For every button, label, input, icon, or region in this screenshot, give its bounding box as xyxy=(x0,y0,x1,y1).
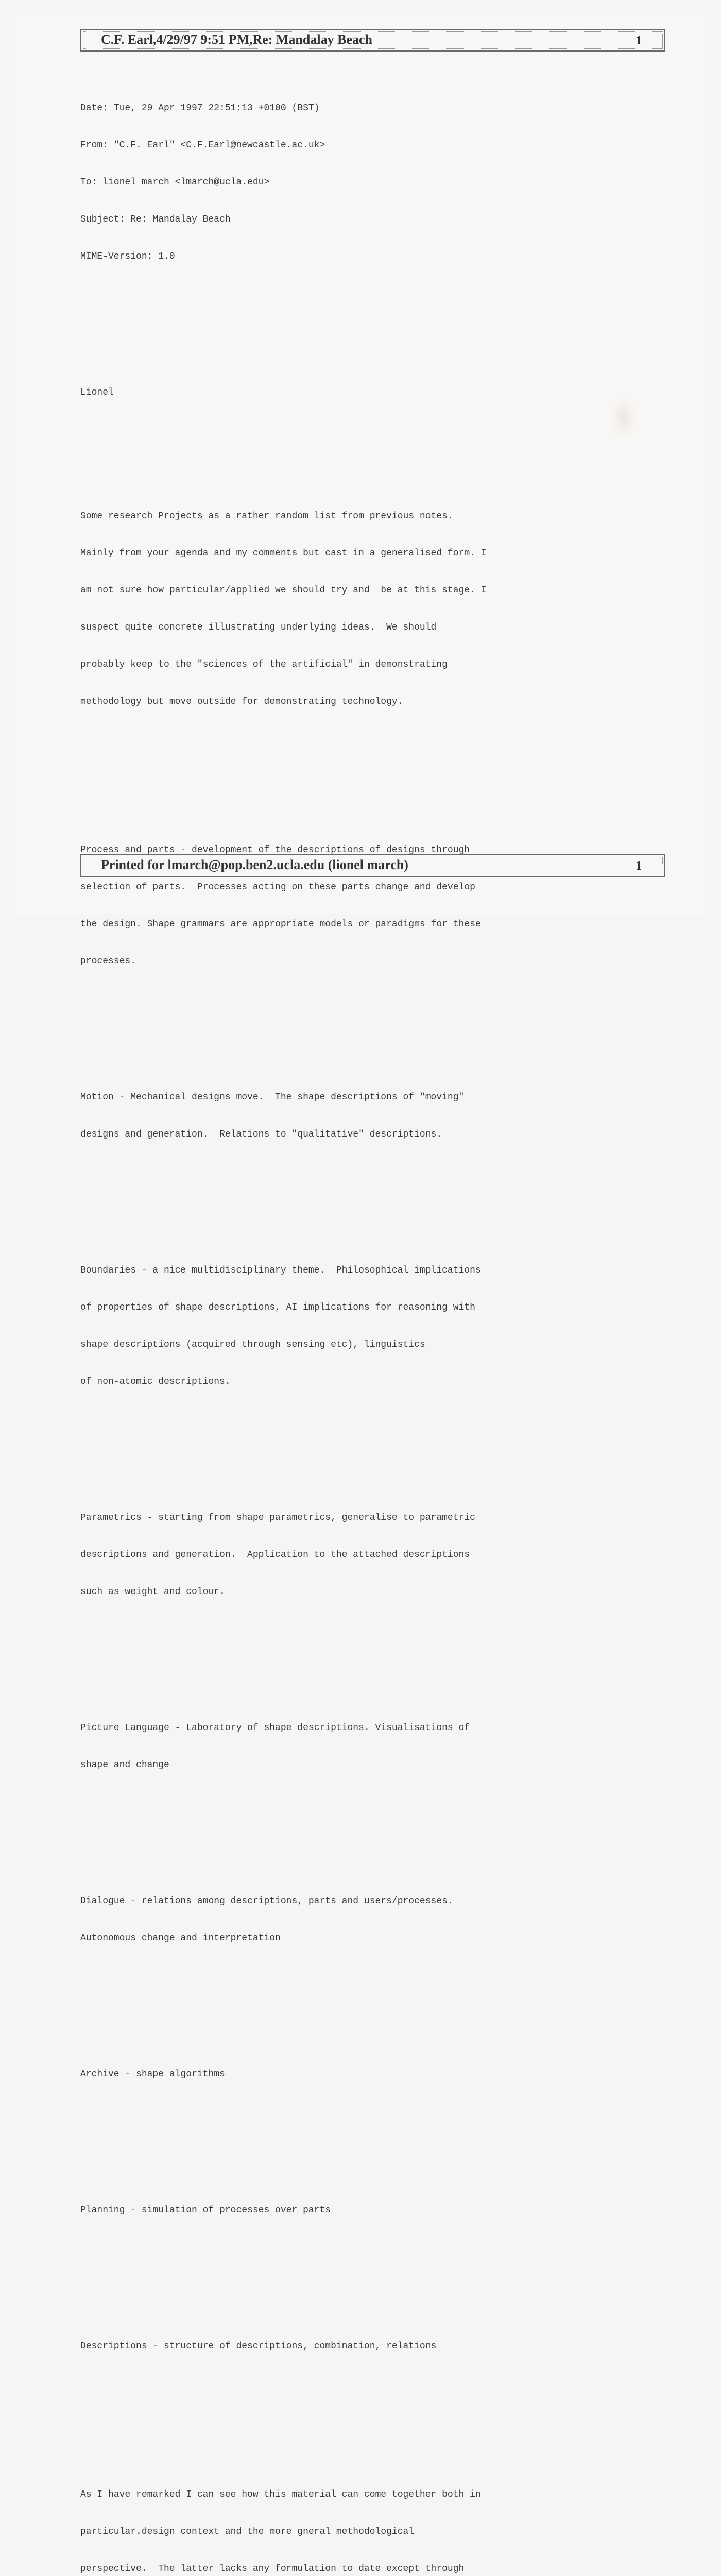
text-line: shape and change xyxy=(80,1760,169,1770)
text-line: Planning - simulation of processes over parts xyxy=(80,2205,331,2215)
text-line: Parametrics - starting from shape parametrics, generalise to parametric xyxy=(80,1513,475,1523)
footer-banner xyxy=(80,854,665,877)
text-line: Descriptions - structure of descriptions, combination, relations xyxy=(80,2341,437,2351)
text-line: such as weight and colour. xyxy=(80,1587,225,1597)
closing-paragraph xyxy=(80,2464,657,2576)
footer-page-number: 1 xyxy=(636,859,642,873)
header-subject: Subject: Re: Mandalay Beach xyxy=(80,214,231,225)
text-line: of non-atomic descriptions. xyxy=(80,1377,231,1387)
header-banner xyxy=(80,29,665,52)
text-line: processes. xyxy=(80,956,136,967)
header-mime: MIME-Version: 1.0 xyxy=(80,251,175,262)
footer-text: Printed for lmarch@pop.ben2.ucla.edu (lionel march) xyxy=(101,857,408,872)
email-body xyxy=(80,53,657,2576)
project-descriptions xyxy=(80,2315,657,2377)
text-line: methodology but move outside for demonstrating technology. xyxy=(80,697,403,707)
text-line: Archive - shape algorithms xyxy=(80,2069,225,2079)
text-line: Motion - Mechanical designs move. The shape descriptions of "moving" xyxy=(80,1092,465,1103)
text-line: Process and parts - development of the descriptions of designs through xyxy=(80,845,470,855)
project-picture-language xyxy=(80,1697,657,1796)
header-title: C.F. Earl,4/29/97 9:51 PM,Re: Mandalay Beach xyxy=(101,32,372,47)
text-line: suspect quite concrete illustrating underlying ideas. We should xyxy=(80,622,437,633)
text-line: As I have remarked I can see how this material can come together both in xyxy=(80,2489,481,2500)
text-line: Some research Projects as a rather random list from previous notes. xyxy=(80,511,453,521)
text-line: perspective. The latter lacks any formulation to date except through xyxy=(80,2564,465,2574)
header-date: Date: Tue, 29 Apr 1997 22:51:13 +0100 (BST) xyxy=(80,103,320,113)
text-line: of properties of shape descriptions, AI implications for reasoning with xyxy=(80,1302,475,1313)
text-line: Mainly from your agenda and my comments but cast in a generalised form. I xyxy=(80,548,487,558)
text-line: am not sure how particular/applied we should try and be at this stage. I xyxy=(80,585,487,596)
text-line: selection of parts. Processes acting on these parts change and develop xyxy=(80,882,475,892)
header-to: To: lionel march <lmarch@ucla.edu> xyxy=(80,177,270,188)
header-page-number: 1 xyxy=(636,34,642,47)
greeting: Lionel xyxy=(80,387,114,398)
text-line: Picture Language - Laboratory of shape descriptions. Visualisations of xyxy=(80,1723,470,1733)
text-line: the design. Shape grammars are appropriate models or paradigms for these xyxy=(80,919,481,929)
text-line: probably keep to the "sciences of the artificial" in demonstrating xyxy=(80,659,448,670)
text-line: shape descriptions (acquired through sensing etc), linguistics xyxy=(80,1340,425,1350)
text-line: Autonomous change and interpretation xyxy=(80,1933,281,1943)
project-process-and-parts xyxy=(80,819,657,992)
project-boundaries xyxy=(80,1240,657,1413)
text-line: designs and generation. Relations to "qualitative" descriptions. xyxy=(80,1129,442,1140)
project-parametrics xyxy=(80,1487,657,1623)
text-line: Boundaries - a nice multidisciplinary theme. Philosophical implications xyxy=(80,1265,481,1276)
project-archive xyxy=(80,2043,657,2105)
email-headers xyxy=(80,77,657,287)
text-line: Dialogue - relations among descriptions, parts and users/processes. xyxy=(80,1896,453,1906)
project-dialogue xyxy=(80,1870,657,1969)
text-line: particular.design context and the more gneral methodological xyxy=(80,2527,415,2537)
header-from: From: "C.F. Earl" <C.F.Earl@newcastle.ac.uk> xyxy=(80,140,325,150)
project-planning xyxy=(80,2179,657,2241)
intro-paragraph xyxy=(80,485,657,733)
text-line: descriptions and generation. Application to the attached descriptions xyxy=(80,1550,470,1560)
project-motion xyxy=(80,1066,657,1165)
